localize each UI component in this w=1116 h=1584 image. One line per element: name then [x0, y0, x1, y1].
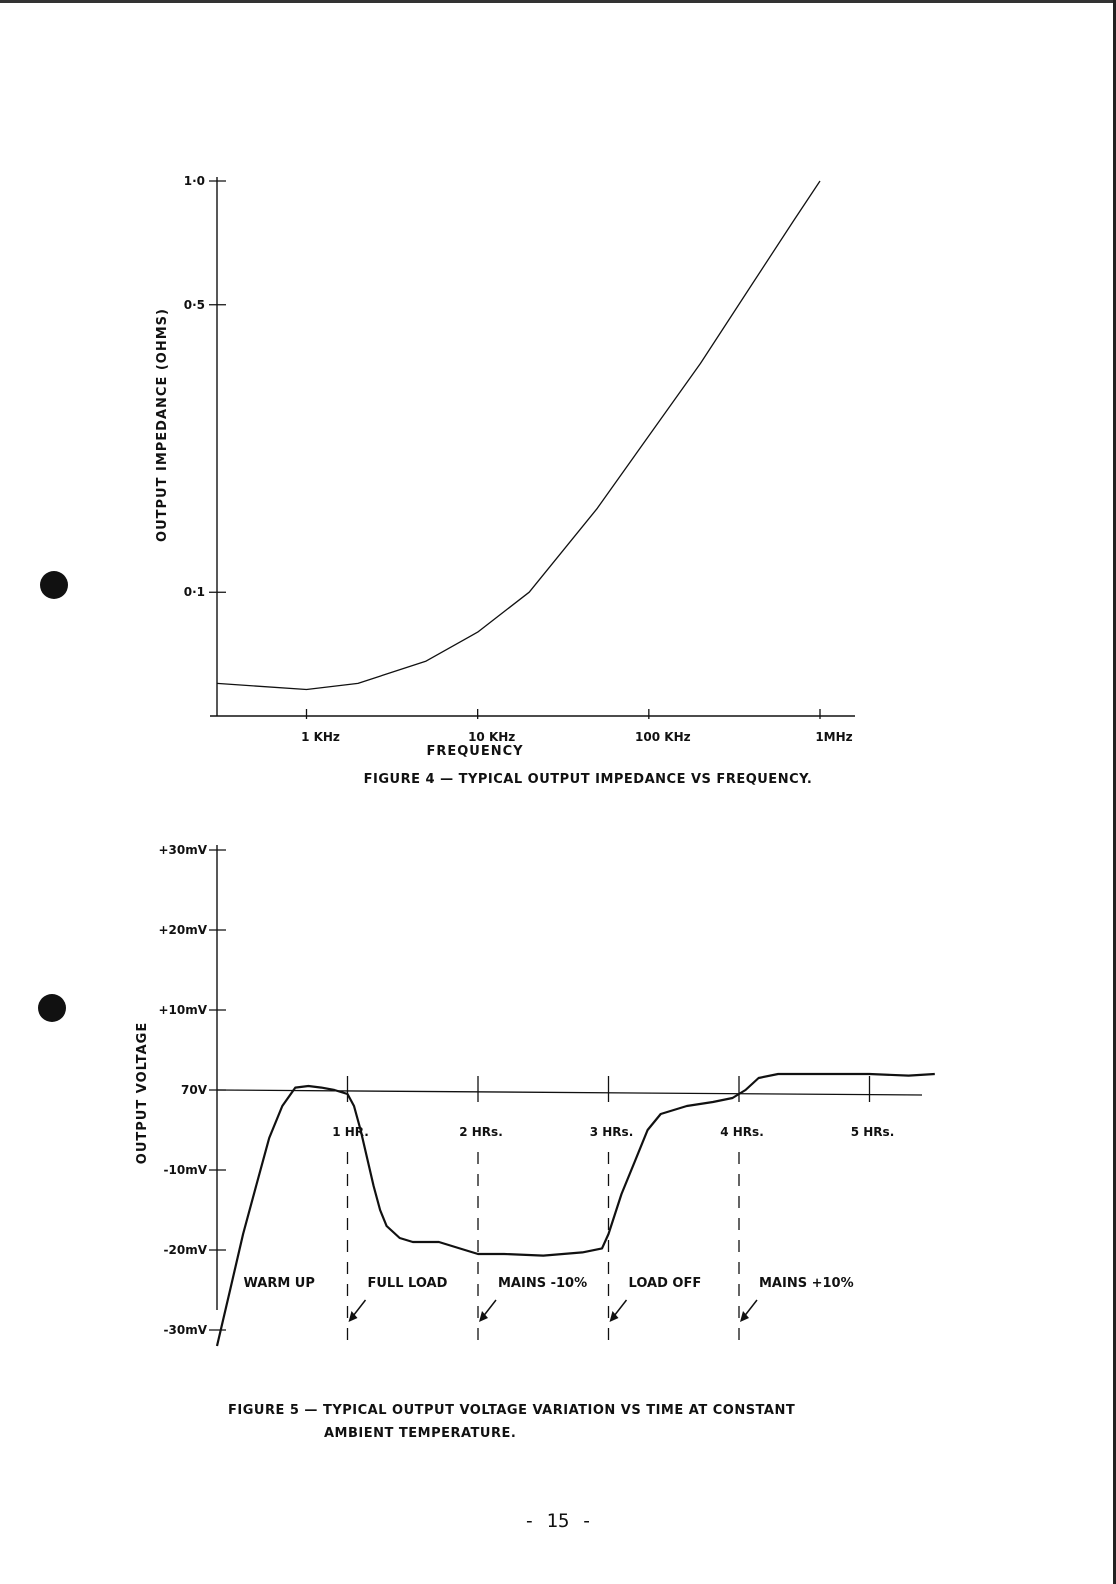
figure-5-caption: FIGURE 5 — TYPICAL OUTPUT VOLTAGE VARIATION VS TIME AT CONSTANT — [228, 1403, 796, 1418]
figure-5-chart — [135, 843, 935, 1441]
x-tick-label: 2 HRs. — [459, 1125, 503, 1139]
reference-line-70v — [217, 1090, 922, 1095]
x-tick-label: 1MHz — [815, 730, 853, 744]
y-tick-label: 1·0 — [183, 174, 205, 188]
y-tick-label: 0·5 — [183, 297, 205, 312]
x-tick-label: 100 KHz — [635, 730, 691, 744]
y-tick-label: -30mV — [163, 1323, 207, 1337]
y-tick-label: 0·1 — [183, 585, 205, 600]
y-axis-label: OUTPUT IMPEDANCE (OHMS) — [155, 308, 170, 542]
figure-4-chart — [155, 174, 855, 787]
y-tick-label: -20mV — [163, 1243, 207, 1257]
y-tick-label: +30mV — [158, 843, 207, 857]
event-annotation: FULL LOAD — [367, 1276, 448, 1291]
x-axis-label: FREQUENCY — [426, 744, 524, 759]
y-tick-label: -10mV — [163, 1163, 207, 1177]
x-tick-label: 4 HRs. — [720, 1125, 764, 1139]
x-tick-label: 1 HR. — [332, 1125, 369, 1139]
voltage-trace — [217, 1074, 935, 1346]
y-tick-label: 70V — [181, 1083, 207, 1097]
x-tick-label: 3 HRs. — [589, 1125, 634, 1139]
y-tick-label: +20mV — [158, 923, 207, 937]
event-annotation: MAINS +10% — [759, 1276, 854, 1291]
page-number: - 15 - — [523, 1510, 593, 1532]
x-tick-label: 1 KHz — [301, 730, 340, 744]
y-axis-label: OUTPUT VOLTAGE — [135, 1021, 150, 1165]
figure-5-caption-line2: AMBIENT TEMPERATURE. — [324, 1426, 517, 1441]
event-annotation: LOAD OFF — [628, 1276, 702, 1291]
impedance-curve — [217, 181, 820, 690]
event-annotation: MAINS -10% — [498, 1276, 588, 1291]
x-tick-label: 10 KHz — [468, 730, 516, 744]
figure-4-caption: FIGURE 4 — TYPICAL OUTPUT IMPEDANCE VS FREQUENCY. — [363, 772, 813, 787]
x-tick-label: 5 HRs. — [850, 1125, 895, 1139]
y-tick-label: +10mV — [158, 1003, 207, 1017]
event-annotation: WARM UP — [243, 1276, 315, 1291]
